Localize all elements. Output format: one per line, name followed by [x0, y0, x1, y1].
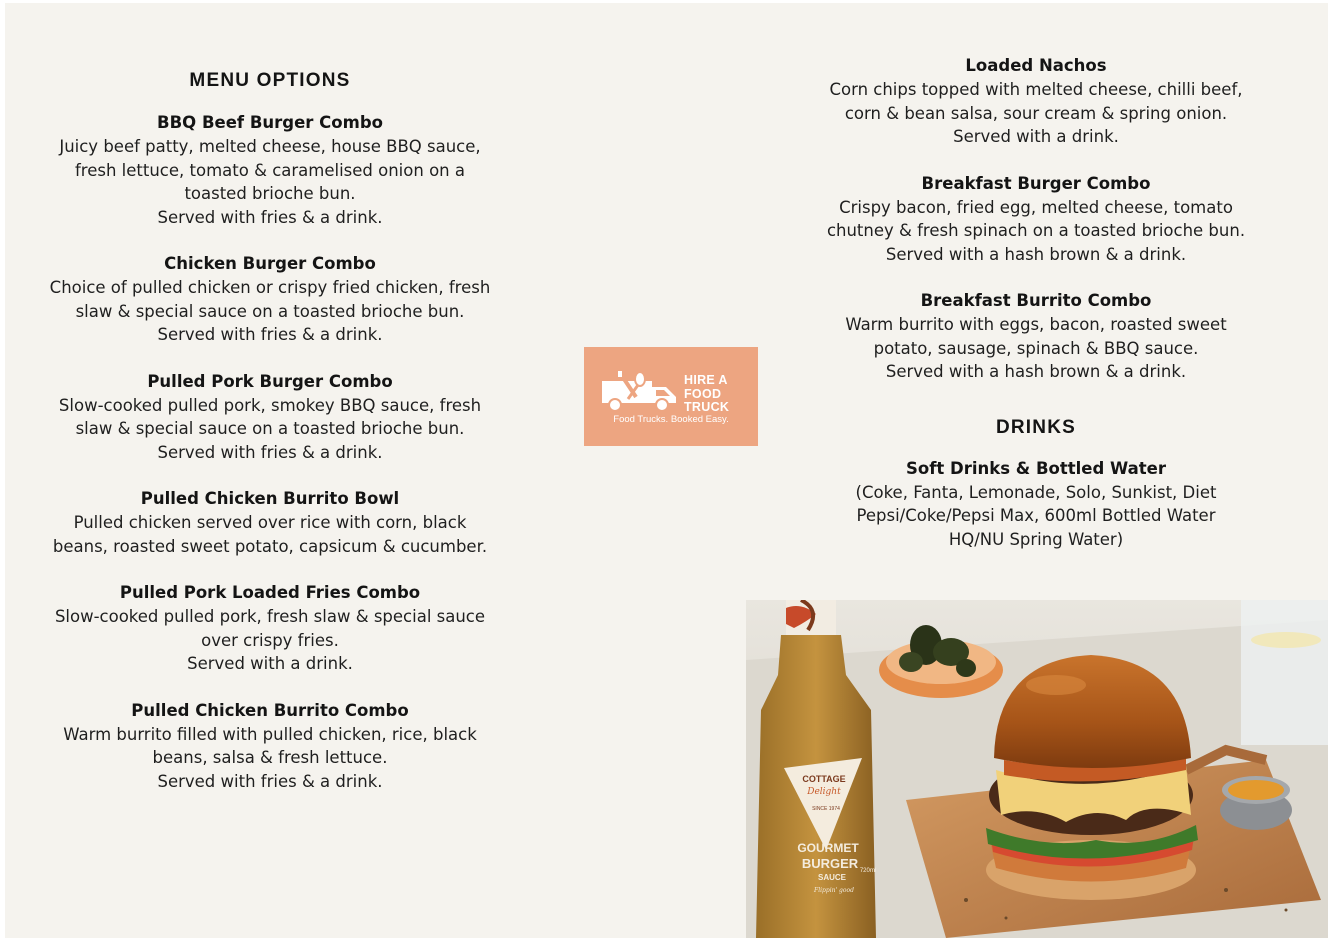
item-name: Breakfast Burger Combo: [921, 173, 1151, 193]
item-served-with: Served with fries & a drink.: [157, 207, 383, 227]
bottle-label-line: GOURMET: [797, 841, 859, 855]
menu-heading: MENU OPTIONS: [189, 70, 351, 91]
item-name: Pulled Pork Loaded Fries Combo: [119, 583, 421, 602]
menu-column-right: [811, 54, 1261, 574]
item-description: Slow-cooked pulled pork, smokey BBQ sauce, fresh slaw & special sauce on a toasted brioche bun.: [58, 395, 482, 438]
item-description: Juicy beef patty, melted cheese, house BBQ sauce, fresh lettuce, tomato & caramelised onion on a toasted brioche bun.: [59, 137, 481, 203]
item-served-with: Served with fries & a drink.: [157, 771, 383, 791]
item-name: Loaded Nachos: [965, 56, 1107, 75]
bottle-label-line: BURGER: [801, 856, 859, 871]
item-description: Corn chips topped with melted cheese, chilli beef, corn & bean salsa, sour cream & spring onion.: [829, 80, 1243, 123]
food-truck-icon: [600, 367, 682, 413]
item-name: Pulled Pork Burger Combo: [147, 371, 393, 391]
item-description: Crispy bacon, fried egg, melted cheese, tomato chutney & fresh spinach on a toasted brioche bun.: [826, 197, 1246, 240]
menu-item: [43, 487, 497, 558]
bottle-label-line: SAUCE: [817, 873, 847, 882]
item-served-with: Served with a drink.: [953, 127, 1119, 146]
item-served-with: Served with a hash brown & a drink.: [885, 362, 1187, 381]
item-name: BBQ Beef Burger Combo: [157, 113, 383, 132]
item-served-with: Served with fries & a drink.: [157, 442, 383, 462]
menu-page: [5, 3, 1328, 938]
item-name: Soft Drinks & Bottled Water: [906, 458, 1166, 478]
drink-item: [811, 457, 1261, 552]
item-description: Choice of pulled chicken or crispy fried chicken, fresh slaw & special sauce on a toasted brioche bun.: [49, 278, 491, 321]
logo-title-line: TRUCK: [684, 400, 730, 414]
item-description: Warm burrito with eggs, bacon, roasted sweet potato, sausage, spinach & BBQ sauce.: [845, 315, 1227, 358]
item-description: (Coke, Fanta, Lemonade, Solo, Sunkist, Diet Pepsi/Coke/Pepsi Max, 600ml Bottled Water HQ/NU Spring Water): [855, 482, 1217, 549]
item-name: Pulled Chicken Burrito Combo: [131, 700, 409, 720]
hire-a-food-truck-logo: [584, 347, 758, 446]
item-served-with: Served with a hash brown & a drink.: [885, 244, 1187, 264]
drinks-heading: DRINKS: [995, 416, 1077, 438]
logo-tagline: Food Trucks. Booked Easy.: [613, 414, 729, 425]
item-description: Warm burrito filled with pulled chicken, rice, black beans, salsa & fresh lettuce.: [63, 724, 477, 767]
item-description: Pulled chicken served over rice with corn, black beans, roasted sweet potato, capsicum & cucumber.: [52, 513, 488, 556]
bottle-brand: COTTAGE: [802, 774, 846, 784]
item-served-with: Served with a drink.: [187, 654, 353, 673]
menu-column-left: [43, 69, 497, 816]
menu-item: [811, 172, 1261, 267]
logo-title-line: FOOD: [684, 386, 722, 401]
item-served-with: Served with fries & a drink.: [157, 325, 383, 344]
menu-item: [43, 252, 497, 347]
item-name: Pulled Chicken Burrito Bowl: [140, 489, 400, 508]
menu-item: [811, 54, 1261, 149]
item-name: Chicken Burger Combo: [164, 254, 376, 273]
logo-title-line: HIRE A: [684, 373, 728, 387]
bottle-label-sub: Flippin' good: [814, 887, 854, 894]
bottle-volume: 720ml: [859, 868, 877, 874]
item-name: Breakfast Burrito Combo: [920, 291, 1152, 310]
menu-item: [43, 111, 497, 229]
bottle-brand-script: Delight: [807, 787, 841, 797]
burger-photo: [746, 600, 1328, 938]
menu-item: [811, 289, 1261, 384]
menu-item: [43, 370, 497, 465]
bottle-since: SINCE 1974: [812, 806, 840, 812]
logo-title: [684, 374, 744, 415]
menu-item: [43, 581, 497, 676]
item-description: Slow-cooked pulled pork, fresh slaw & special sauce over crispy fries.: [54, 607, 486, 650]
menu-item: [43, 699, 497, 794]
